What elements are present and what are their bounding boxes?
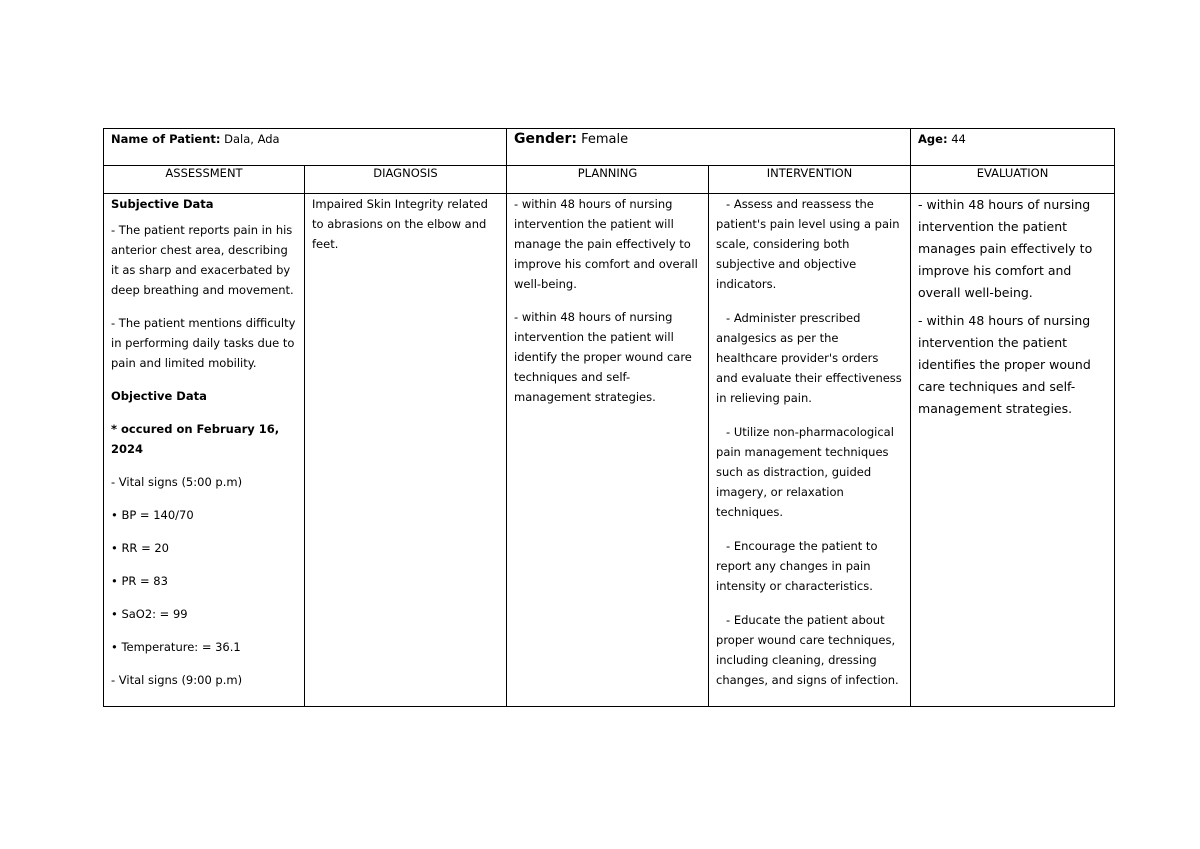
subjective-item: - The patient reports pain in his anterior chest area, describing it as sharp and exacerbated by deep breathing and movement. (111, 223, 294, 297)
subjective-data-title: Subjective Data (111, 197, 214, 211)
patient-gender-label: Gender: (514, 131, 577, 147)
header-evaluation: EVALUATION (911, 166, 1115, 194)
objective-data-title: Objective Data (111, 389, 207, 403)
intervention-item: - Administer prescribed analgesics as per the healthcare provider's orders and evaluate their effectiveness in relieving pain. (716, 311, 902, 405)
header-assessment: ASSESSMENT (104, 166, 305, 194)
planning-goal: - within 48 hours of nursing intervention the patient will identify the proper wound care techniques and self-management strategies. (514, 310, 692, 404)
vital-sign-pr: • PR = 83 (111, 574, 168, 588)
vital-sign-temperature: • Temperature: = 36.1 (111, 640, 241, 654)
evaluation-cell (911, 194, 1115, 707)
subjective-item: - The patient mentions difficulty in performing daily tasks due to pain and limited mobility. (111, 316, 296, 370)
vital-sign-bp: • BP = 140/70 (111, 508, 194, 522)
intervention-item: - Encourage the patient to report any changes in pain intensity or characteristics. (716, 539, 878, 593)
planning-goal: - within 48 hours of nursing intervention the patient will manage the pain effectively to improve his comfort and overall well-being. (514, 197, 698, 291)
vital-sign-sao2: • SaO2: = 99 (111, 607, 188, 621)
patient-gender-cell (507, 129, 911, 166)
patient-age-value: 44 (947, 132, 966, 146)
patient-age-cell (911, 129, 1115, 166)
intervention-cell (709, 194, 911, 707)
patient-gender-value: Female (577, 132, 629, 147)
vital-sign-rr: • RR = 20 (111, 541, 169, 555)
vital-signs-heading: - Vital signs (9:00 p.m) (111, 673, 243, 687)
intervention-item: - Assess and reassess the patient's pain level using a pain scale, considering both subjective and objective indicators. (716, 197, 900, 291)
diagnosis-text: Impaired Skin Integrity related to abrasions on the elbow and feet. (312, 197, 488, 251)
patient-name-cell (104, 129, 507, 166)
occurred-date: * occured on February 16, 2024 (111, 422, 280, 456)
intervention-item: - Educate the patient about proper wound care techniques, including cleaning, dressing changes, and signs of infection. (716, 613, 899, 687)
nursing-care-plan-table (103, 128, 1115, 707)
vital-signs-heading: - Vital signs (5:00 p.m) (111, 475, 243, 489)
intervention-item: - Utilize non-pharmacological pain management techniques such as distraction, guided imagery, or relaxation techniques. (716, 425, 894, 519)
patient-age-label: Age: (918, 132, 948, 146)
header-diagnosis: DIAGNOSIS (305, 166, 507, 194)
column-header-row (104, 166, 1115, 194)
patient-info-row (104, 129, 1115, 166)
patient-name-value: Dala, Ada (220, 132, 280, 146)
care-plan-body-row (104, 194, 1115, 707)
assessment-cell (104, 194, 305, 707)
diagnosis-cell (305, 194, 507, 707)
planning-cell (507, 194, 709, 707)
header-intervention: INTERVENTION (709, 166, 911, 194)
header-planning: PLANNING (507, 166, 709, 194)
evaluation-item: - within 48 hours of nursing intervention the patient manages pain effectively to improve his comfort and overall well-being. (918, 197, 1093, 300)
patient-name-label: Name of Patient: (111, 132, 221, 146)
evaluation-item: - within 48 hours of nursing intervention the patient identifies the proper wound care techniques and self-management strategies. (918, 313, 1091, 416)
